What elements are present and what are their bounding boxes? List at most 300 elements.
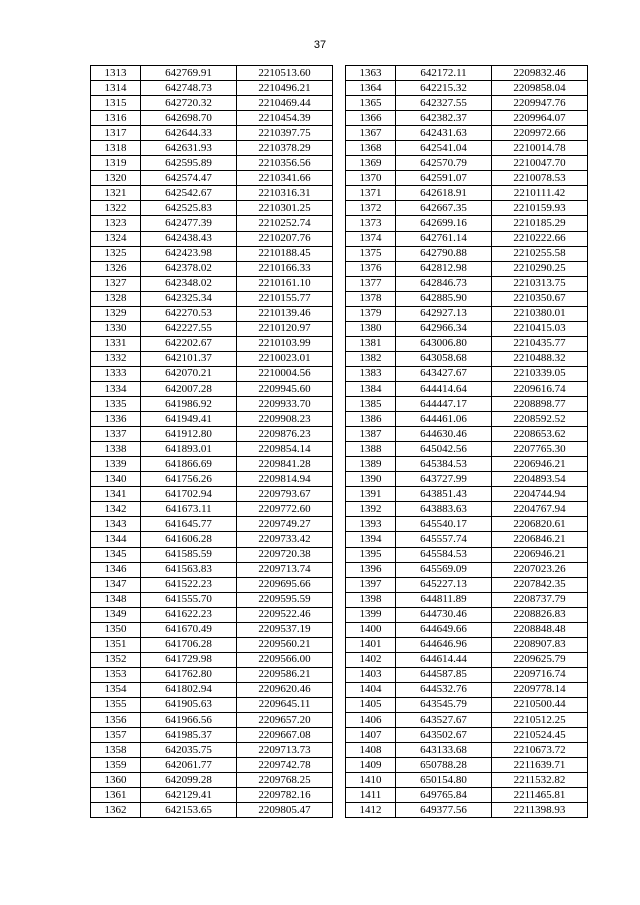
table-row — [91, 457, 333, 472]
point-number-cell: 1371 — [346, 186, 396, 201]
x-coordinate-cell: 644614.44 — [396, 652, 492, 667]
x-coordinate-cell: 642423.98 — [141, 246, 237, 261]
x-coordinate-cell: 641606.28 — [141, 532, 237, 547]
point-number-cell: 1323 — [91, 216, 141, 231]
table-row — [91, 472, 333, 487]
x-coordinate-cell: 642215.32 — [396, 81, 492, 96]
table-row — [346, 336, 588, 351]
point-number-cell: 1367 — [346, 126, 396, 141]
table-row — [91, 66, 333, 81]
point-number-cell: 1385 — [346, 397, 396, 412]
point-number-cell: 1368 — [346, 141, 396, 156]
table-row — [346, 351, 588, 366]
y-coordinate-cell: 2209832.46 — [492, 66, 588, 81]
x-coordinate-cell: 642748.73 — [141, 81, 237, 96]
point-number-cell: 1319 — [91, 156, 141, 171]
point-number-cell: 1336 — [91, 412, 141, 427]
y-coordinate-cell: 2210435.77 — [492, 336, 588, 351]
table-row — [346, 713, 588, 728]
point-number-cell: 1365 — [346, 96, 396, 111]
point-number-cell: 1334 — [91, 381, 141, 396]
point-number-cell: 1328 — [91, 291, 141, 306]
table-row — [346, 126, 588, 141]
point-number-cell: 1410 — [346, 773, 396, 788]
point-number-cell: 1376 — [346, 261, 396, 276]
table-row — [346, 412, 588, 427]
y-coordinate-cell: 2209537.19 — [237, 622, 333, 637]
y-coordinate-cell: 2209947.76 — [492, 96, 588, 111]
table-row — [91, 637, 333, 652]
x-coordinate-cell: 642846.73 — [396, 276, 492, 291]
x-coordinate-cell: 642202.67 — [141, 336, 237, 351]
point-number-cell: 1373 — [346, 216, 396, 231]
x-coordinate-cell: 642382.37 — [396, 111, 492, 126]
point-number-cell: 1326 — [91, 261, 141, 276]
point-number-cell: 1374 — [346, 231, 396, 246]
table-row — [346, 758, 588, 773]
x-coordinate-cell: 641522.23 — [141, 577, 237, 592]
y-coordinate-cell: 2209713.74 — [237, 562, 333, 577]
y-coordinate-cell: 2210139.46 — [237, 306, 333, 321]
table-row — [91, 502, 333, 517]
x-coordinate-cell: 642431.63 — [396, 126, 492, 141]
y-coordinate-cell: 2209964.07 — [492, 111, 588, 126]
y-coordinate-cell: 2210166.33 — [237, 261, 333, 276]
page-number: 37 — [313, 39, 327, 51]
y-coordinate-cell: 2210339.05 — [492, 366, 588, 381]
x-coordinate-cell: 642574.47 — [141, 171, 237, 186]
point-number-cell: 1338 — [91, 442, 141, 457]
x-coordinate-cell: 642270.53 — [141, 306, 237, 321]
x-coordinate-cell: 642327.55 — [396, 96, 492, 111]
x-coordinate-cell: 641645.77 — [141, 517, 237, 532]
x-coordinate-cell: 642227.55 — [141, 321, 237, 336]
table-row — [346, 216, 588, 231]
table-row — [91, 667, 333, 682]
y-coordinate-cell: 2209805.47 — [237, 803, 333, 818]
x-coordinate-cell: 642720.32 — [141, 96, 237, 111]
y-coordinate-cell: 2206820.61 — [492, 517, 588, 532]
table-row — [91, 427, 333, 442]
x-coordinate-cell: 642438.43 — [141, 231, 237, 246]
point-number-cell: 1324 — [91, 231, 141, 246]
point-number-cell: 1354 — [91, 682, 141, 697]
table-row — [91, 156, 333, 171]
x-coordinate-cell: 645042.56 — [396, 442, 492, 457]
y-coordinate-cell: 2206946.21 — [492, 547, 588, 562]
point-number-cell: 1314 — [91, 81, 141, 96]
table-row — [346, 276, 588, 291]
x-coordinate-cell: 642699.16 — [396, 216, 492, 231]
coordinates-table-right-body — [346, 66, 588, 818]
y-coordinate-cell: 2211639.71 — [492, 758, 588, 773]
table-row — [346, 532, 588, 547]
table-row — [346, 577, 588, 592]
x-coordinate-cell: 642378.02 — [141, 261, 237, 276]
table-row — [346, 186, 588, 201]
point-number-cell: 1398 — [346, 592, 396, 607]
point-number-cell: 1399 — [346, 607, 396, 622]
table-row — [91, 788, 333, 803]
table-row — [91, 81, 333, 96]
point-number-cell: 1361 — [91, 788, 141, 803]
y-coordinate-cell: 2211465.81 — [492, 788, 588, 803]
y-coordinate-cell: 2210120.97 — [237, 321, 333, 336]
y-coordinate-cell: 2209854.14 — [237, 442, 333, 457]
table-row — [346, 442, 588, 457]
table-row — [91, 697, 333, 712]
y-coordinate-cell: 2210185.29 — [492, 216, 588, 231]
y-coordinate-cell: 2210301.25 — [237, 201, 333, 216]
table-row — [346, 366, 588, 381]
table-row — [91, 622, 333, 637]
y-coordinate-cell: 2207765.30 — [492, 442, 588, 457]
point-number-cell: 1381 — [346, 336, 396, 351]
x-coordinate-cell: 642101.37 — [141, 351, 237, 366]
x-coordinate-cell: 641673.11 — [141, 502, 237, 517]
table-row — [346, 472, 588, 487]
x-coordinate-cell: 641802.94 — [141, 682, 237, 697]
point-number-cell: 1350 — [91, 622, 141, 637]
x-coordinate-cell: 641555.70 — [141, 592, 237, 607]
x-coordinate-cell: 643427.67 — [396, 366, 492, 381]
y-coordinate-cell: 2209566.00 — [237, 652, 333, 667]
point-number-cell: 1387 — [346, 427, 396, 442]
point-number-cell: 1313 — [91, 66, 141, 81]
x-coordinate-cell: 642061.77 — [141, 758, 237, 773]
table-row — [91, 126, 333, 141]
y-coordinate-cell: 2209716.74 — [492, 667, 588, 682]
x-coordinate-cell: 643006.80 — [396, 336, 492, 351]
table-row — [346, 622, 588, 637]
y-coordinate-cell: 2204893.54 — [492, 472, 588, 487]
y-coordinate-cell: 2208907.83 — [492, 637, 588, 652]
x-coordinate-cell: 642099.28 — [141, 773, 237, 788]
table-row — [91, 517, 333, 532]
point-number-cell: 1357 — [91, 728, 141, 743]
y-coordinate-cell: 2210673.72 — [492, 743, 588, 758]
x-coordinate-cell: 644587.85 — [396, 667, 492, 682]
point-number-cell: 1341 — [91, 487, 141, 502]
point-number-cell: 1386 — [346, 412, 396, 427]
y-coordinate-cell: 2209972.66 — [492, 126, 588, 141]
x-coordinate-cell: 641966.56 — [141, 713, 237, 728]
table-row — [91, 652, 333, 667]
table-row — [346, 517, 588, 532]
x-coordinate-cell: 644447.17 — [396, 397, 492, 412]
x-coordinate-cell: 645227.13 — [396, 577, 492, 592]
table-row — [346, 66, 588, 81]
point-number-cell: 1335 — [91, 397, 141, 412]
y-coordinate-cell: 2208848.48 — [492, 622, 588, 637]
x-coordinate-cell: 642172.11 — [396, 66, 492, 81]
table-row — [346, 246, 588, 261]
point-number-cell: 1322 — [91, 201, 141, 216]
y-coordinate-cell: 2210350.67 — [492, 291, 588, 306]
table-row — [91, 713, 333, 728]
y-coordinate-cell: 2209595.59 — [237, 592, 333, 607]
y-coordinate-cell: 2210380.01 — [492, 306, 588, 321]
x-coordinate-cell: 643502.67 — [396, 728, 492, 743]
y-coordinate-cell: 2210014.78 — [492, 141, 588, 156]
y-coordinate-cell: 2210512.25 — [492, 713, 588, 728]
table-row — [91, 246, 333, 261]
table-row — [346, 773, 588, 788]
point-number-cell: 1405 — [346, 697, 396, 712]
y-coordinate-cell: 2210255.58 — [492, 246, 588, 261]
table-row — [346, 487, 588, 502]
x-coordinate-cell: 642070.21 — [141, 366, 237, 381]
y-coordinate-cell: 2209841.28 — [237, 457, 333, 472]
point-number-cell: 1396 — [346, 562, 396, 577]
table-row — [346, 728, 588, 743]
table-row — [346, 96, 588, 111]
y-coordinate-cell: 2207023.26 — [492, 562, 588, 577]
x-coordinate-cell: 642769.91 — [141, 66, 237, 81]
point-number-cell: 1379 — [346, 306, 396, 321]
x-coordinate-cell: 649377.56 — [396, 803, 492, 818]
y-coordinate-cell: 2208653.62 — [492, 427, 588, 442]
x-coordinate-cell: 643851.43 — [396, 487, 492, 502]
y-coordinate-cell: 2209522.46 — [237, 607, 333, 622]
x-coordinate-cell: 645557.74 — [396, 532, 492, 547]
x-coordinate-cell: 641949.41 — [141, 412, 237, 427]
table-row — [346, 652, 588, 667]
y-coordinate-cell: 2210047.70 — [492, 156, 588, 171]
point-number-cell: 1344 — [91, 532, 141, 547]
table-row — [91, 803, 333, 818]
point-number-cell: 1383 — [346, 366, 396, 381]
table-row — [346, 697, 588, 712]
x-coordinate-cell: 642542.67 — [141, 186, 237, 201]
x-coordinate-cell: 642570.79 — [396, 156, 492, 171]
y-coordinate-cell: 2209778.14 — [492, 682, 588, 697]
table-row — [346, 502, 588, 517]
point-number-cell: 1343 — [91, 517, 141, 532]
point-number-cell: 1321 — [91, 186, 141, 201]
table-row — [91, 261, 333, 276]
x-coordinate-cell: 644630.46 — [396, 427, 492, 442]
table-row — [346, 637, 588, 652]
table-row — [346, 321, 588, 336]
y-coordinate-cell: 2204744.94 — [492, 487, 588, 502]
x-coordinate-cell: 642885.90 — [396, 291, 492, 306]
y-coordinate-cell: 2209749.27 — [237, 517, 333, 532]
table-row — [91, 682, 333, 697]
point-number-cell: 1353 — [91, 667, 141, 682]
table-row — [91, 758, 333, 773]
point-number-cell: 1317 — [91, 126, 141, 141]
x-coordinate-cell: 649765.84 — [396, 788, 492, 803]
point-number-cell: 1342 — [91, 502, 141, 517]
table-row — [91, 773, 333, 788]
y-coordinate-cell: 2210161.10 — [237, 276, 333, 291]
point-number-cell: 1318 — [91, 141, 141, 156]
point-number-cell: 1360 — [91, 773, 141, 788]
y-coordinate-cell: 2211532.82 — [492, 773, 588, 788]
point-number-cell: 1395 — [346, 547, 396, 562]
x-coordinate-cell: 641986.92 — [141, 397, 237, 412]
table-row — [346, 171, 588, 186]
x-coordinate-cell: 642007.28 — [141, 381, 237, 396]
point-number-cell: 1348 — [91, 592, 141, 607]
x-coordinate-cell: 642790.88 — [396, 246, 492, 261]
point-number-cell: 1331 — [91, 336, 141, 351]
point-number-cell: 1349 — [91, 607, 141, 622]
x-coordinate-cell: 642129.41 — [141, 788, 237, 803]
y-coordinate-cell: 2209908.23 — [237, 412, 333, 427]
table-row — [346, 457, 588, 472]
table-row — [91, 336, 333, 351]
x-coordinate-cell: 641670.49 — [141, 622, 237, 637]
y-coordinate-cell: 2210524.45 — [492, 728, 588, 743]
x-coordinate-cell: 641706.28 — [141, 637, 237, 652]
x-coordinate-cell: 645569.09 — [396, 562, 492, 577]
point-number-cell: 1339 — [91, 457, 141, 472]
y-coordinate-cell: 2209768.25 — [237, 773, 333, 788]
x-coordinate-cell: 641905.63 — [141, 697, 237, 712]
x-coordinate-cell: 641985.37 — [141, 728, 237, 743]
point-number-cell: 1366 — [346, 111, 396, 126]
x-coordinate-cell: 641585.59 — [141, 547, 237, 562]
table-row — [346, 743, 588, 758]
y-coordinate-cell: 2210488.32 — [492, 351, 588, 366]
coordinates-table-right — [345, 65, 588, 818]
point-number-cell: 1316 — [91, 111, 141, 126]
x-coordinate-cell: 643133.68 — [396, 743, 492, 758]
y-coordinate-cell: 2206946.21 — [492, 457, 588, 472]
point-number-cell: 1345 — [91, 547, 141, 562]
point-number-cell: 1370 — [346, 171, 396, 186]
x-coordinate-cell: 641563.83 — [141, 562, 237, 577]
y-coordinate-cell: 2210159.93 — [492, 201, 588, 216]
coordinates-table-left — [90, 65, 333, 818]
table-row — [91, 607, 333, 622]
y-coordinate-cell: 2210023.01 — [237, 351, 333, 366]
y-coordinate-cell: 2211398.93 — [492, 803, 588, 818]
x-coordinate-cell: 641866.69 — [141, 457, 237, 472]
x-coordinate-cell: 642541.04 — [396, 141, 492, 156]
y-coordinate-cell: 2210103.99 — [237, 336, 333, 351]
x-coordinate-cell: 642153.65 — [141, 803, 237, 818]
table-row — [346, 381, 588, 396]
point-number-cell: 1408 — [346, 743, 396, 758]
y-coordinate-cell: 2209782.16 — [237, 788, 333, 803]
x-coordinate-cell: 642927.13 — [396, 306, 492, 321]
table-row — [346, 261, 588, 276]
x-coordinate-cell: 643883.63 — [396, 502, 492, 517]
table-row — [91, 381, 333, 396]
y-coordinate-cell: 2210496.21 — [237, 81, 333, 96]
point-number-cell: 1329 — [91, 306, 141, 321]
point-number-cell: 1358 — [91, 743, 141, 758]
point-number-cell: 1327 — [91, 276, 141, 291]
table-row — [91, 276, 333, 291]
y-coordinate-cell: 2209876.23 — [237, 427, 333, 442]
point-number-cell: 1409 — [346, 758, 396, 773]
point-number-cell: 1372 — [346, 201, 396, 216]
y-coordinate-cell: 2210188.45 — [237, 246, 333, 261]
x-coordinate-cell: 643545.79 — [396, 697, 492, 712]
x-coordinate-cell: 644646.96 — [396, 637, 492, 652]
table-row — [346, 547, 588, 562]
table-row — [346, 306, 588, 321]
x-coordinate-cell: 650154.80 — [396, 773, 492, 788]
y-coordinate-cell: 2210313.75 — [492, 276, 588, 291]
x-coordinate-cell: 645540.17 — [396, 517, 492, 532]
y-coordinate-cell: 2209713.73 — [237, 743, 333, 758]
x-coordinate-cell: 641912.80 — [141, 427, 237, 442]
x-coordinate-cell: 645584.53 — [396, 547, 492, 562]
table-row — [346, 111, 588, 126]
y-coordinate-cell: 2210290.25 — [492, 261, 588, 276]
y-coordinate-cell: 2209858.04 — [492, 81, 588, 96]
y-coordinate-cell: 2210513.60 — [237, 66, 333, 81]
y-coordinate-cell: 2210207.76 — [237, 231, 333, 246]
y-coordinate-cell: 2210316.31 — [237, 186, 333, 201]
point-number-cell: 1363 — [346, 66, 396, 81]
point-number-cell: 1320 — [91, 171, 141, 186]
table-row — [346, 397, 588, 412]
y-coordinate-cell: 2209667.08 — [237, 728, 333, 743]
table-row — [91, 306, 333, 321]
point-number-cell: 1384 — [346, 381, 396, 396]
y-coordinate-cell: 2210415.03 — [492, 321, 588, 336]
point-number-cell: 1382 — [346, 351, 396, 366]
table-row — [346, 607, 588, 622]
x-coordinate-cell: 642618.91 — [396, 186, 492, 201]
y-coordinate-cell: 2207842.35 — [492, 577, 588, 592]
y-coordinate-cell: 2209645.11 — [237, 697, 333, 712]
y-coordinate-cell: 2210397.75 — [237, 126, 333, 141]
table-row — [91, 291, 333, 306]
table-row — [91, 186, 333, 201]
table-row — [346, 562, 588, 577]
point-number-cell: 1352 — [91, 652, 141, 667]
y-coordinate-cell: 2209933.70 — [237, 397, 333, 412]
x-coordinate-cell: 644461.06 — [396, 412, 492, 427]
point-number-cell: 1346 — [91, 562, 141, 577]
y-coordinate-cell: 2208826.83 — [492, 607, 588, 622]
point-number-cell: 1337 — [91, 427, 141, 442]
x-coordinate-cell: 641702.94 — [141, 487, 237, 502]
table-row — [346, 682, 588, 697]
y-coordinate-cell: 2209742.78 — [237, 758, 333, 773]
point-number-cell: 1356 — [91, 713, 141, 728]
x-coordinate-cell: 642966.34 — [396, 321, 492, 336]
x-coordinate-cell: 644811.89 — [396, 592, 492, 607]
point-number-cell: 1394 — [346, 532, 396, 547]
point-number-cell: 1404 — [346, 682, 396, 697]
y-coordinate-cell: 2209720.38 — [237, 547, 333, 562]
point-number-cell: 1391 — [346, 487, 396, 502]
y-coordinate-cell: 2209620.46 — [237, 682, 333, 697]
point-number-cell: 1315 — [91, 96, 141, 111]
y-coordinate-cell: 2209772.60 — [237, 502, 333, 517]
point-number-cell: 1380 — [346, 321, 396, 336]
y-coordinate-cell: 2206846.21 — [492, 532, 588, 547]
point-number-cell: 1411 — [346, 788, 396, 803]
point-number-cell: 1359 — [91, 758, 141, 773]
table-row — [346, 231, 588, 246]
x-coordinate-cell: 645384.53 — [396, 457, 492, 472]
y-coordinate-cell: 2209814.94 — [237, 472, 333, 487]
x-coordinate-cell: 642477.39 — [141, 216, 237, 231]
table-row — [91, 171, 333, 186]
point-number-cell: 1351 — [91, 637, 141, 652]
x-coordinate-cell: 641622.23 — [141, 607, 237, 622]
table-row — [346, 667, 588, 682]
